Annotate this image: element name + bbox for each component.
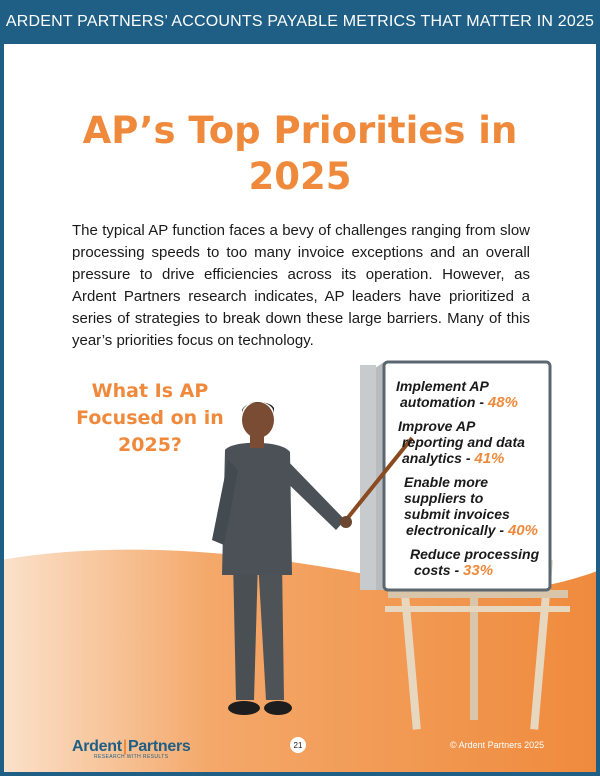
- page-title-line1: AP’s Top Priorities in: [82, 109, 518, 152]
- copyright: © Ardent Partners 2025: [450, 740, 545, 750]
- logo-right: Partners: [127, 738, 191, 755]
- logo-left: Ardent: [72, 738, 122, 755]
- side-question-line2: Focused on in: [76, 407, 224, 429]
- page-title-line2: 2025: [248, 155, 352, 198]
- priority-percent: 40%: [507, 522, 538, 539]
- priority-line: submit invoices: [404, 506, 510, 522]
- page-header: [0, 0, 600, 44]
- page-number: 21: [290, 737, 306, 753]
- priority-line: automation - 48%: [400, 394, 518, 411]
- logo-separator: |: [122, 738, 127, 755]
- priority-line: analytics - 41%: [402, 450, 505, 467]
- priority-line: Reduce processing: [410, 546, 540, 562]
- priority-percent: 41%: [474, 450, 505, 467]
- header-title: ARDENT PARTNERS’ ACCOUNTS PAYABLE METRICS THAT MATTER IN 2025: [5, 13, 595, 30]
- priority-item: [396, 378, 518, 411]
- logo-tagline: RESEARCH WITH RESULTS: [94, 754, 169, 760]
- priority-line: electronically - 40%: [406, 522, 538, 539]
- priority-item: [410, 546, 539, 579]
- priority-line: reporting and data: [402, 434, 525, 450]
- intro-paragraph: The typical AP function faces a bevy of challenges ranging from slow processing speeds to too many invoice exceptions and an overall pressure to drive efficiencies across its operation. However, as Ardent Partners research indicates, AP leaders have prioritized a series of strategies to break down these large barriers. Many of this year’s priorities focus on technology.: [72, 222, 530, 349]
- priority-item: [398, 418, 525, 467]
- priority-line: Enable more: [404, 474, 489, 490]
- priority-line: Implement AP: [396, 378, 489, 394]
- page-title: [40, 108, 560, 200]
- priority-line: Improve AP: [398, 418, 476, 434]
- priority-line: suppliers to: [404, 490, 484, 506]
- priority-item: [404, 474, 538, 539]
- side-question: [70, 378, 230, 459]
- priority-line: costs - 33%: [414, 562, 494, 579]
- priority-percent: 48%: [487, 394, 518, 411]
- side-question-line3: 2025?: [118, 434, 182, 456]
- priority-percent: 33%: [463, 562, 494, 579]
- side-question-line1: What Is AP: [91, 380, 209, 402]
